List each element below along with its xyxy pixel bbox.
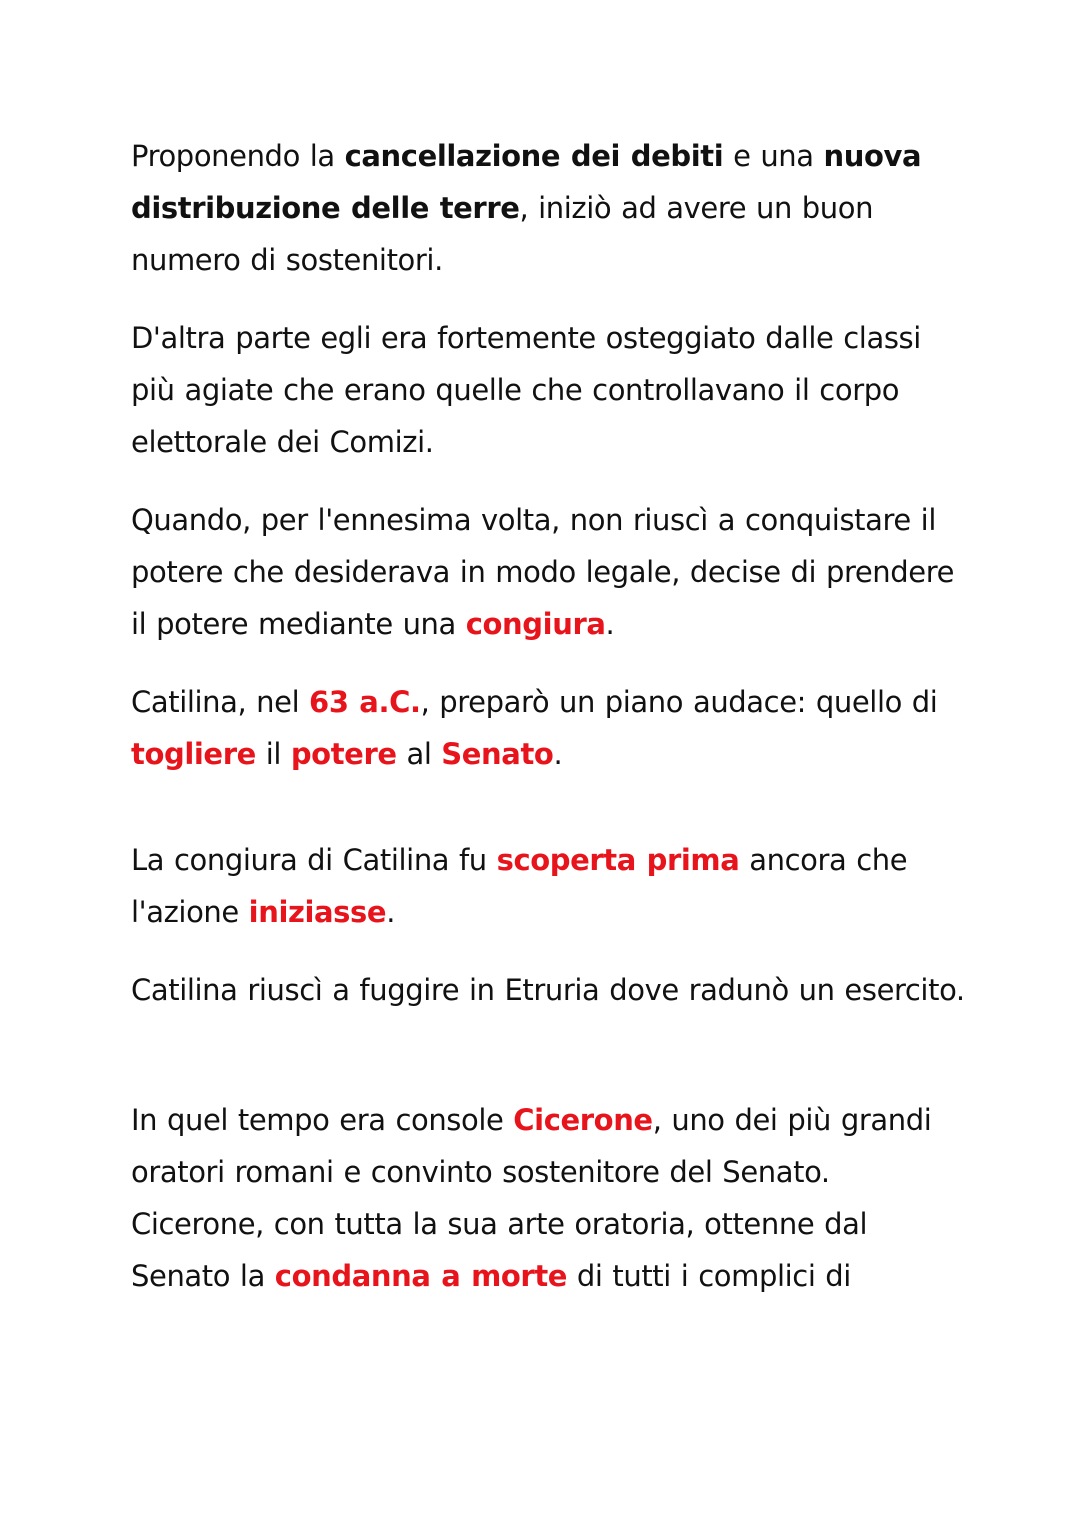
text: . [386, 895, 396, 929]
text: In quel tempo era console [131, 1103, 514, 1137]
text: al [396, 737, 442, 771]
text: Proponendo la [131, 139, 345, 173]
highlight-term: togliere [131, 737, 256, 771]
text: , preparò un piano audace: quello di [420, 685, 938, 719]
text: La congiura di Catilina fu [131, 843, 497, 877]
bold-term: nuova distribuzione delle terre [131, 139, 922, 225]
highlight-term: congiura [465, 607, 606, 641]
text: e una [723, 139, 824, 173]
text: ancora che l'azione [131, 843, 908, 929]
text: D'altra parte egli era fortemente osteggiato dalle classi più agiate che erano quelle che controllavano il corpo elettorale dei Comizi. [131, 321, 921, 459]
highlight-term: scoperta prima [496, 843, 740, 877]
text: Catilina, nel [131, 685, 310, 719]
text: , iniziò ad avere un buon numero di sostenitori. [131, 191, 874, 277]
paragraph-debt-cancellation [131, 130, 971, 286]
paragraph-cicero [131, 1094, 971, 1302]
text: di tutti i complici di [567, 1259, 851, 1293]
highlight-term: condanna a morte [274, 1259, 568, 1293]
text: , uno dei più grandi oratori romani e convinto sostenitore del Senato. Cicerone, con tutta la sua arte oratoria, ottenne dal Senato la [131, 1103, 932, 1293]
paragraph-conspiracy-decision [131, 494, 971, 650]
highlight-term: iniziasse [248, 895, 387, 929]
text: Catilina riuscì a fuggire in Etruria dove radunò un esercito. [131, 973, 965, 1007]
text: Quando, per l'ennesima volta, non riuscì a conquistare il potere che desiderava in modo legale, decise di prendere il potere mediante una [131, 503, 955, 641]
highlight-date: 63 a.C. [309, 685, 421, 719]
text: il [255, 737, 291, 771]
text: . [605, 607, 615, 641]
paragraph-plan [131, 676, 971, 780]
highlight-term: Senato [441, 737, 554, 771]
highlight-term: potere [290, 737, 397, 771]
paragraph-discovery [131, 834, 971, 938]
bold-term: cancellazione dei debiti [344, 139, 724, 173]
highlight-name: Cicerone [513, 1103, 653, 1137]
text: . [553, 737, 563, 771]
paragraph-escape [131, 964, 965, 1016]
paragraph-opposition [131, 312, 971, 468]
